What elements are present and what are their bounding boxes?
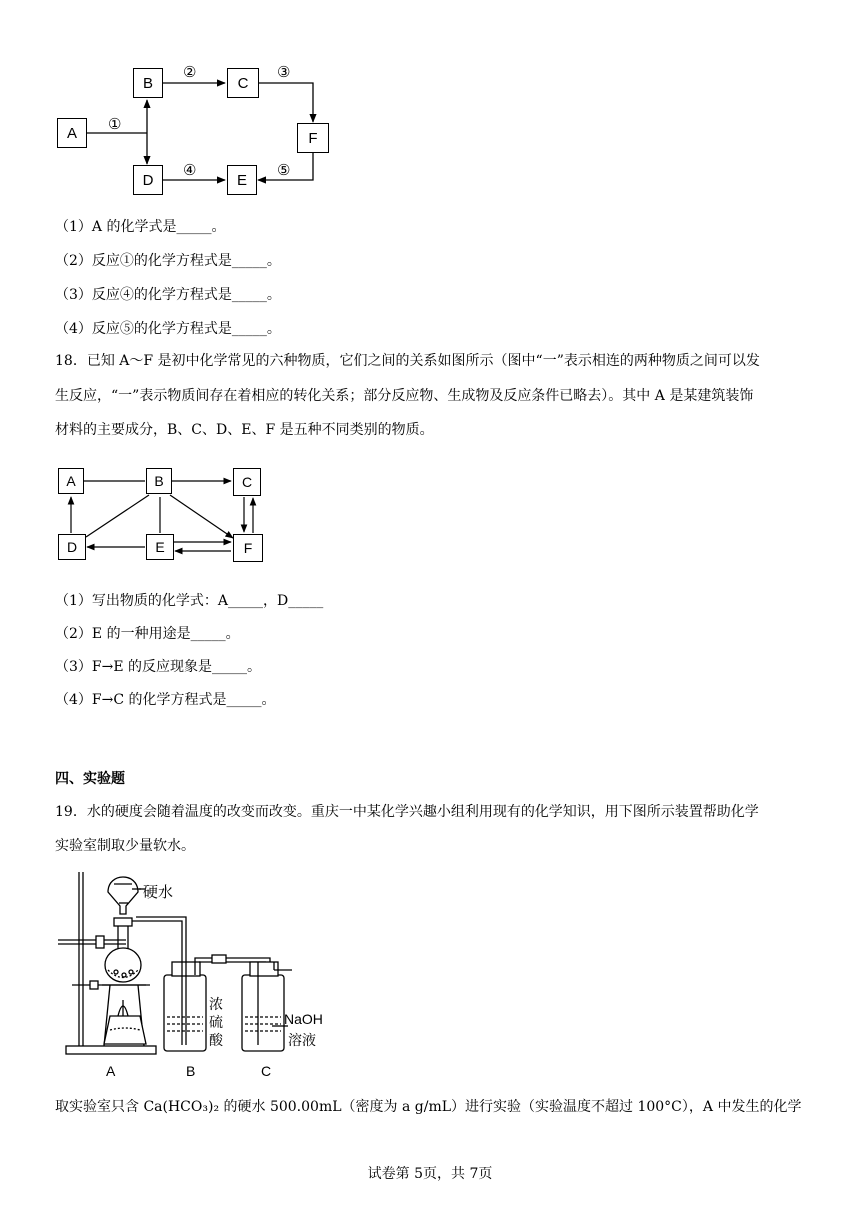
q18-text-line-3: 材料的主要成分，B、C、D、E、F 是五种不同类别的物质。: [55, 422, 434, 438]
acid-label-line-1: 浓: [209, 996, 223, 1012]
reaction-label-5: ⑤: [277, 161, 291, 179]
q19-text-line-2: 实验室制取少量软水。: [55, 838, 195, 854]
reaction-label-2: ②: [183, 63, 197, 81]
q18-part-3: （3）F→E 的反应现象是_____。: [55, 659, 262, 675]
q18-text-line-1: 18．已知 A～F 是初中化学常见的六种物质，它们之间的关系如图所示（图中“一”表示相连的两种物质之间可以发: [55, 353, 760, 369]
reaction-label-1: ①: [108, 115, 122, 133]
apparatus-a-label: A: [106, 1063, 116, 1079]
node-f: F: [297, 123, 329, 153]
q17-part-3: （3）反应④的化学方程式是_____。: [55, 287, 281, 303]
q19-text-line-1: 19．水的硬度会随着温度的改变而改变。重庆一中某化学兴趣小组利用现有的化学知识，用下图所示装置帮助化学: [55, 804, 759, 820]
hard-water-label: 硬水: [143, 884, 174, 901]
node-b: B: [146, 468, 172, 494]
q17-part-1: （1）A 的化学式是_____。: [55, 219, 226, 235]
node-a: A: [57, 118, 87, 148]
q18-part-1: （1）写出物质的化学式：A_____，D_____: [55, 593, 324, 609]
node-e: E: [146, 534, 174, 560]
apparatus-c-label: C: [261, 1063, 272, 1079]
q18-part-2: （2）E 的一种用途是_____。: [55, 626, 240, 642]
q19-text-line-3: 取实验室只含 Ca(HCO₃)₂ 的硬水 500.00mL（密度为 a g/mL）进行实验（实验温度不超过 100°C），A 中发生的化学: [55, 1099, 802, 1115]
q17-part-4: （4）反应⑤的化学方程式是_____。: [55, 321, 281, 337]
naoh-label-line-1: NaOH: [284, 1011, 323, 1027]
acid-label-line-2: 硫: [209, 1014, 223, 1030]
node-c: C: [227, 68, 259, 98]
acid-label-line-3: 酸: [209, 1032, 223, 1048]
q18-part-4: （4）F→C 的化学方程式是_____。: [55, 692, 276, 708]
node-e: E: [227, 165, 257, 195]
reaction-label-3: ③: [277, 63, 291, 81]
node-c: C: [233, 468, 261, 496]
q17-part-2: （2）反应①的化学方程式是_____。: [55, 253, 281, 269]
node-a: A: [58, 468, 84, 494]
naoh-label-line-2: 溶液: [288, 1032, 316, 1048]
node-d: D: [133, 165, 163, 195]
section-heading: 四、实验题: [55, 771, 125, 787]
page-footer: 试卷第 5页，共 7页: [367, 1166, 493, 1182]
apparatus-b-label: B: [186, 1063, 196, 1079]
q18-text-line-2: 生反应，“一”表示物质间存在着相应的转化关系；部分反应物、生成物及反应条件已略去）。其中 A 是某建筑装饰: [55, 388, 754, 404]
node-b: B: [133, 68, 163, 98]
node-f: F: [233, 534, 263, 562]
reaction-label-4: ④: [183, 161, 197, 179]
node-d: D: [58, 534, 86, 560]
